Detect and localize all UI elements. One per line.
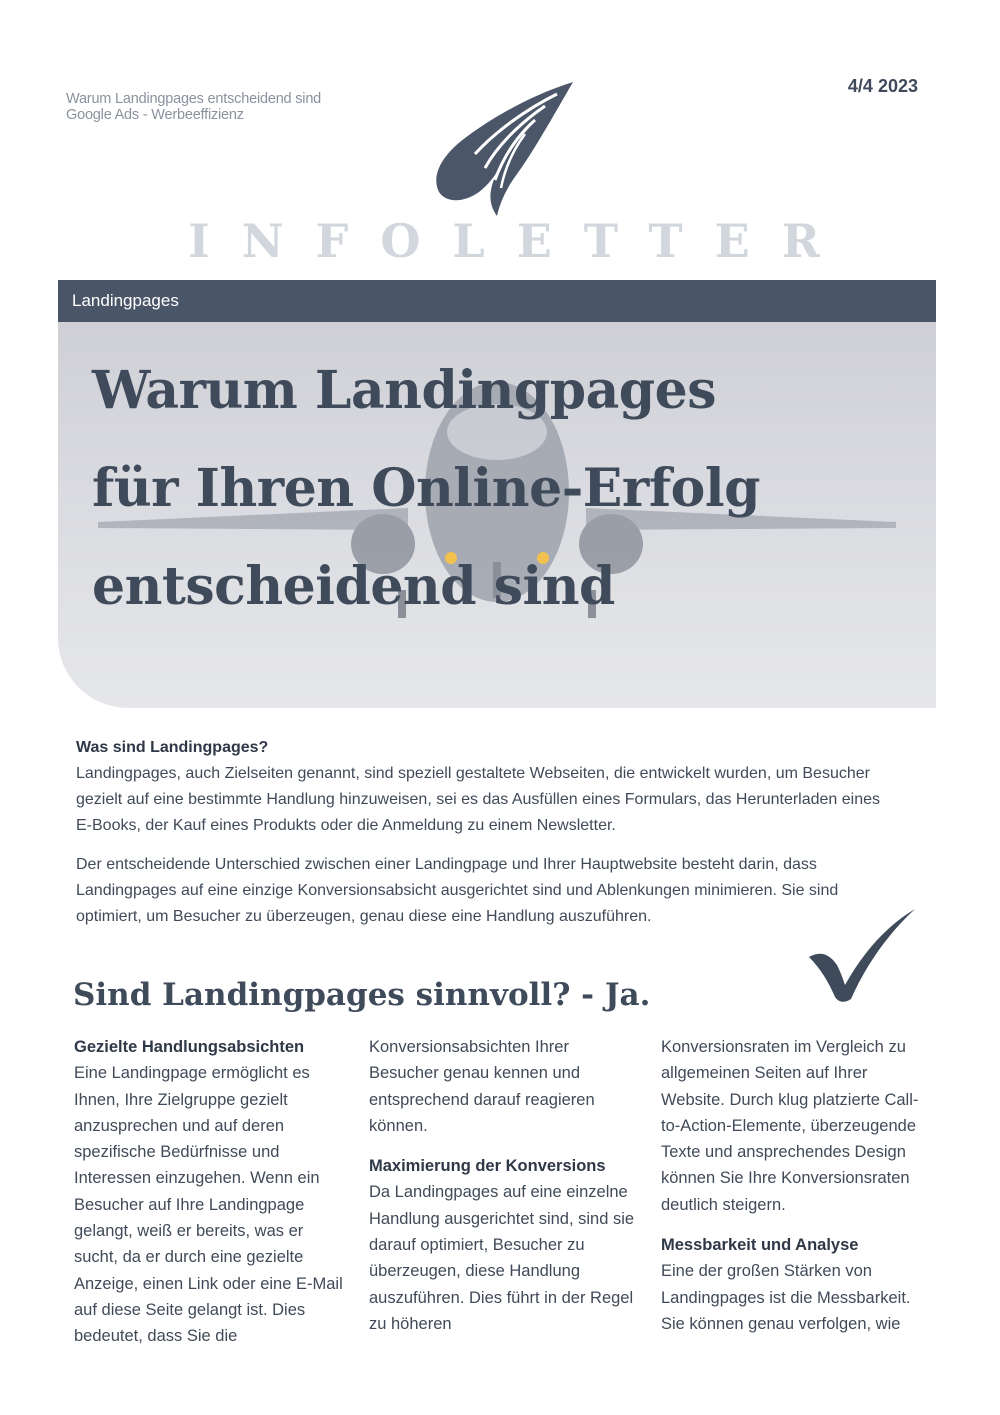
col2-text-continued: Konversionsabsichten Ihrer Besucher genau kennen und entsprechend darauf reagieren können. — [369, 1038, 595, 1135]
col1-text: Eine Landingpage ermöglicht es Ihnen, Ihre Zielgruppe gezielt anzusprechen und auf deren spezifische Bedürfnisse und Interessen einzugehen. Wenn ein Besucher auf Ihre Landingpage gelangt, weiß er bereits, was er sucht, da er durch eine gezielte Anzeige, einen Link oder eine E-Mail auf diese Seite gelangt ist. Dies bedeutet, dass Sie die — [74, 1064, 343, 1346]
column-3 — [661, 1034, 931, 1337]
intro-paragraph-2: Der entscheidende Unterschied zwischen einer Landingpage und Ihrer Hauptwebsite besteht darin, dass Landingpages auf eine einzige Konversionsabsicht ausgerichtet sind und Ablenkungen minimieren. Sie sind optimiert, um Besucher zu überzeugen, genau diese eine Handlung auszuführen. — [76, 856, 839, 925]
topline-line-1: Warum Landingpages entscheidend sind — [66, 91, 322, 107]
col3-text: Eine der großen Stärken von Landingpages ist die Messbarkeit. Sie können genau verfolgen, wie — [661, 1262, 911, 1333]
intro-question: Was sind Landingpages? — [76, 739, 269, 756]
col2-heading: Maximierung der Konversions — [369, 1157, 606, 1176]
issue-number: 4/4 2023 — [847, 76, 918, 96]
intro-section — [76, 735, 896, 930]
col3-heading: Messbarkeit und Analyse — [661, 1236, 859, 1255]
checkmark-icon — [805, 905, 920, 1005]
topline-line-2: Google Ads - Werbeeffizienz — [66, 107, 244, 123]
col1-heading: Gezielte Handlungsabsichten — [74, 1038, 305, 1056]
masthead-title: INFOLETTER — [188, 214, 852, 268]
column-1 — [74, 1034, 344, 1350]
col3-text-continued: Konversionsraten im Vergleich zu allgemeinen Seiten auf Ihrer Website. Durch klug platzierte Call-to-Action-Elemente, überzeugende Texte und ansprechendes Design können Sie Ihre Konversionsraten deutlich steigern. — [661, 1038, 919, 1214]
category-bar: Landingpages — [58, 280, 936, 322]
header-topline — [66, 91, 321, 123]
hero-title — [92, 342, 760, 636]
column-2 — [369, 1034, 639, 1337]
hero-banner — [58, 322, 936, 708]
hero-title-line-1: Warum Landingpages — [92, 360, 717, 421]
section-title: Sind Landingpages sinnvoll? - Ja. — [73, 977, 651, 1013]
col2-text: Da Landingpages auf eine einzelne Handlung ausgerichtet sind, sind sie darauf optimiert, Besucher zu überzeugen, diese Handlung auszuführen. Dies führt in der Regel zu höheren — [369, 1183, 635, 1333]
hero-title-line-2: für Ihren Online-Erfolg — [92, 458, 760, 519]
hero-title-line-3: entscheidend sind — [92, 556, 615, 617]
feather-wing-logo-icon — [425, 80, 580, 225]
intro-paragraph-1: Landingpages, auch Zielseiten genannt, sind speziell gestaltete Webseiten, die entwickelt wurden, um Besucher gezielt auf eine bestimmte Handlung hinzuweisen, sei es das Ausfüllen eines Formulars, das Herunterladen eines E-Books, der Kauf eines Produkts oder die Anmeldung zu einem Newsletter. — [76, 765, 881, 834]
